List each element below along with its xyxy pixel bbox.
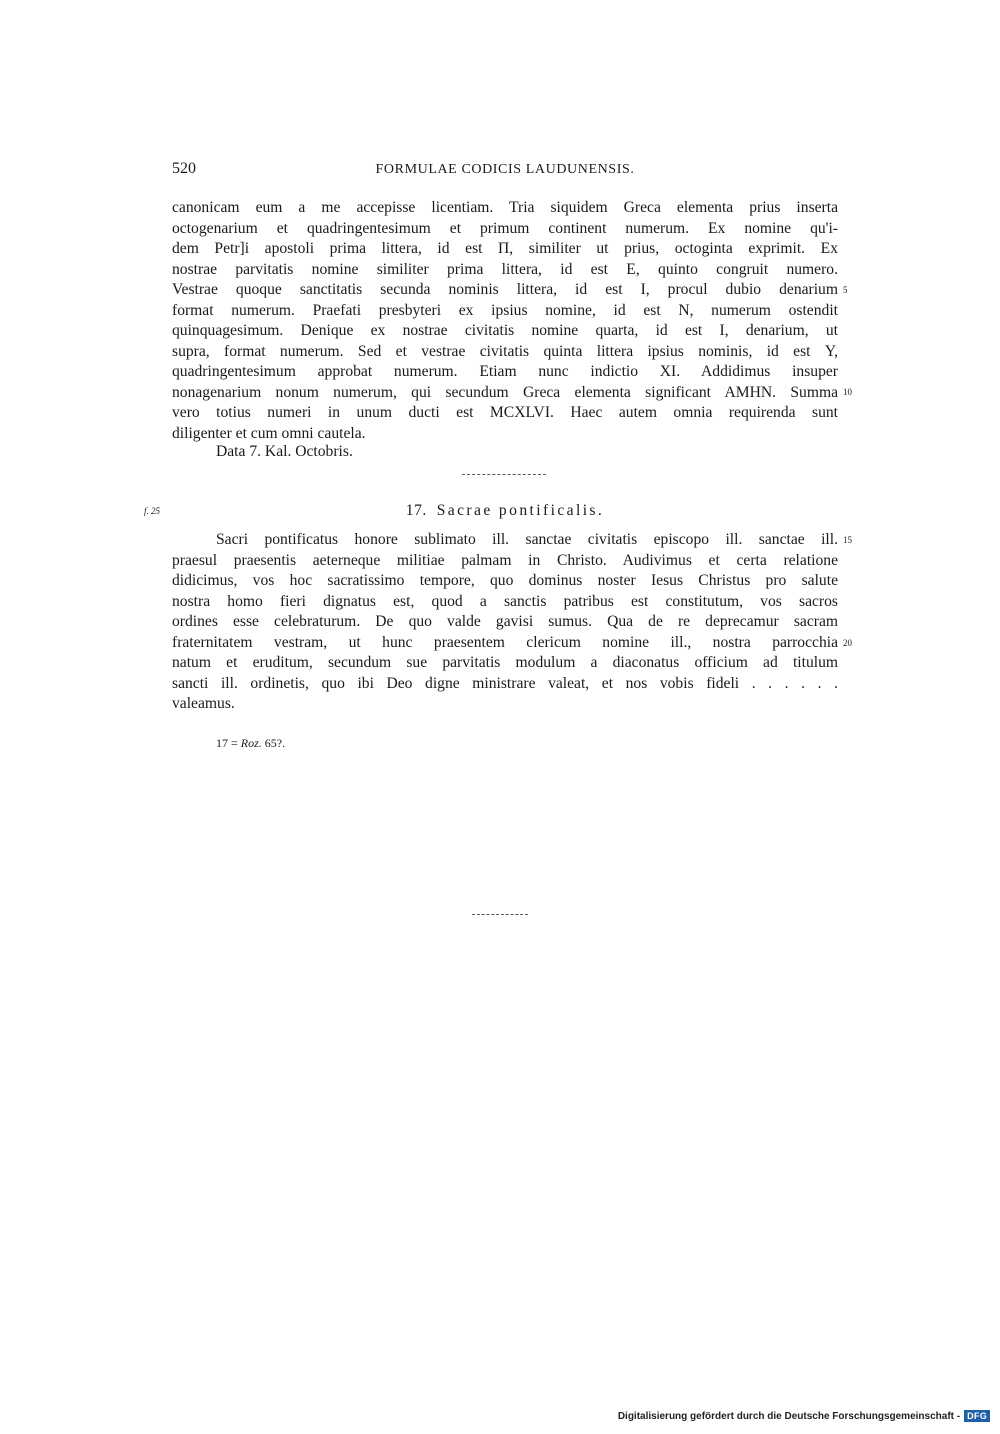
text-line: quadringentesimum approbat numerum. Etiam nunc indictio XI. Addidimus insuper — [172, 363, 838, 380]
line-number-5: 5 — [843, 285, 848, 295]
text-line: dem Petr]i apostoli prima littera, id est Π, similiter ut prius, octoginta exprimit. Ex — [172, 240, 838, 257]
text-line: sancti ill. ordinetis, quo ibi Deo digne ministrare valeat, et nos vobis fideli . . . . . . — [172, 674, 838, 692]
text-line: nostra homo fieri dignatus est, quod a sanctis patribus est constitutum, vos sacros — [172, 592, 838, 610]
section-heading — [172, 502, 838, 520]
folio-reference: f. 25 — [144, 506, 161, 516]
text-line: nostrae parvitatis nomine similiter prima littera, id est E, quinto congruit numero. — [172, 260, 838, 278]
text-line: quinquagesimum. Denique ex nostrae civitatis nomine quarta, id est I, denarium, ut — [172, 322, 838, 339]
funding-text: Digitalisierung gefördert durch die Deutsche Forschungsgemeinschaft - — [617, 1410, 961, 1422]
section-number: 17. — [405, 502, 427, 519]
text-line: nonagenarium nonum numerum, qui secundum Greca elementa significant AMHN. Summa — [172, 383, 838, 401]
text-line: octogenarium et quadringentesimum et primum continent numerum. Ex nomine qu'i- — [172, 219, 838, 237]
date-line: Data 7. Kal. Octobris. — [216, 443, 353, 460]
text-line: Vestrae quoque sanctitatis secunda nominis littera, id est I, procul dubio denarium — [172, 281, 838, 298]
dfg-logo-icon[interactable]: DFG — [964, 1410, 990, 1422]
line-number-20: 20 — [843, 638, 852, 648]
funding-footer — [618, 1410, 990, 1422]
page-number: 520 — [172, 160, 196, 177]
section-divider — [462, 474, 546, 475]
footnote — [216, 736, 285, 751]
running-title: FORMULAE CODICIS LAUDUNENSIS. — [375, 162, 635, 177]
text-line: format numerum. Praefati presbyteri ex ipsius nomine, id est N, numerum ostendit — [172, 301, 838, 319]
text-line: vero totius numeri in unum ducti est MCXLVI. Haec autem omnia requirenda sunt — [172, 404, 838, 421]
text-line: ordines esse celebraturum. De quo valde gavisi sumus. Qua de re deprecamur sacram — [172, 613, 838, 630]
text-line: fraternitatem vestram, ut hunc praesentem clericum nomine ill., nostra parrocchia — [172, 633, 838, 651]
text-line: natum et eruditum, secundum sue parvitatis modulum a diaconatus officium ad titulum — [172, 654, 838, 671]
footnote-source: Roz. — [240, 736, 262, 750]
text-line: canonicam eum a me accepisse licentiam. Tria siquidem Greca elementa prius inserta — [172, 199, 838, 216]
text-line: diligenter et cum omni cautela. — [172, 424, 366, 442]
footnote-suffix: 65?. — [261, 736, 286, 750]
footnote-prefix: 17 = — [216, 736, 241, 750]
text-line: didicimus, vos hoc sacratissimo tempore, quo dominus noster Iesus Christus pro salute — [172, 572, 838, 589]
text-line: supra, format numerum. Sed et vestrae civitatis quinta littera ipsius nominis, id est Υ, — [172, 342, 838, 360]
text-line: praesul praesentis aeterneque militiae palmam in Christo. Audivimus et certa relatione — [172, 551, 838, 569]
line-number-15: 15 — [843, 535, 852, 545]
line-number-10: 10 — [843, 387, 852, 397]
end-divider — [472, 914, 528, 915]
text-line: valeamus. — [172, 695, 235, 712]
section-title: Sacrae pontificalis. — [436, 502, 605, 519]
running-head — [172, 160, 838, 184]
formula-17-text — [172, 530, 838, 715]
formula-16-text — [172, 198, 838, 444]
text-line: Sacri pontificatus honore sublimato ill. sanctae civitatis episcopo ill. sanctae ill. — [216, 531, 838, 548]
